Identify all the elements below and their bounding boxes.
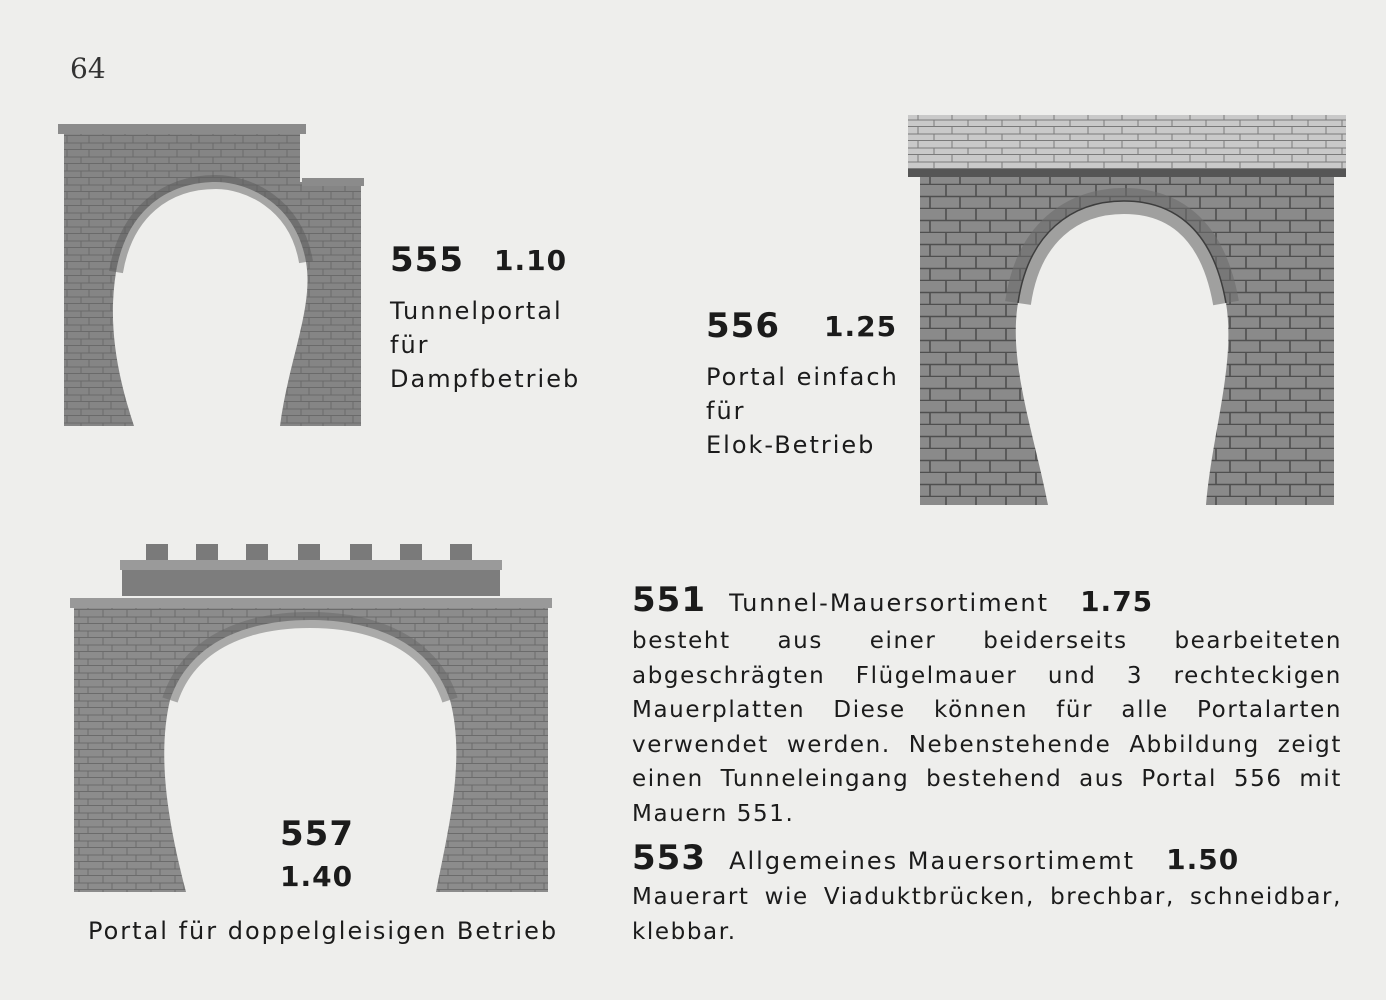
item-551-text-block xyxy=(632,624,1342,831)
page-number: 64 xyxy=(70,52,106,85)
item-553-text-block xyxy=(632,880,1342,949)
item-553-header xyxy=(632,838,1342,878)
item-553-number: 553 xyxy=(632,838,706,878)
item-555-line-3: Dampfbetrieb xyxy=(390,365,581,393)
portal-555-image xyxy=(56,122,366,432)
item-556-line-2: für xyxy=(706,397,746,425)
item-555-line-2: für xyxy=(390,331,430,359)
item-555-line-1: Tunnelportal xyxy=(390,297,563,325)
item-553-price: 1.50 xyxy=(1166,843,1240,876)
item-553-text: Mauerart wie Viaduktbrücken, brechbar, schneidbar, klebbar. xyxy=(632,884,1342,945)
item-556-line-3: Elok-Betrieb xyxy=(706,431,876,459)
item-551-title: Tunnel-Mauersortiment xyxy=(729,589,1049,617)
item-551-text: besteht aus einer beiderseits bearbeiteten abgeschrägten Flügelmauer und 3 rechteckigen Mauerplatten Diese können für alle Portalarten verwendet werden. Nebenstehende Abbildung zeigt einen Tunneleingang bestehend aus Portal 556 mit Mauern 551. xyxy=(632,628,1342,827)
item-553-title: Allgemeines Mauersortimemt xyxy=(729,847,1136,875)
portal-556-image xyxy=(906,113,1348,509)
item-551-header xyxy=(632,580,1342,620)
item-557-price: 1.40 xyxy=(280,860,354,893)
item-557-number: 557 xyxy=(280,814,354,854)
item-556-number: 556 xyxy=(706,306,780,346)
item-556-description xyxy=(706,360,899,462)
item-557-caption: Portal für doppelgleisigen Betrieb xyxy=(88,917,559,945)
item-555-number: 555 xyxy=(390,240,464,280)
item-551-price: 1.75 xyxy=(1080,585,1154,618)
item-556-line-1: Portal einfach xyxy=(706,363,899,391)
item-556-price: 1.25 xyxy=(824,310,898,343)
item-555-description xyxy=(390,294,580,396)
item-551-number: 551 xyxy=(632,580,706,620)
item-555-price: 1.10 xyxy=(494,244,568,277)
